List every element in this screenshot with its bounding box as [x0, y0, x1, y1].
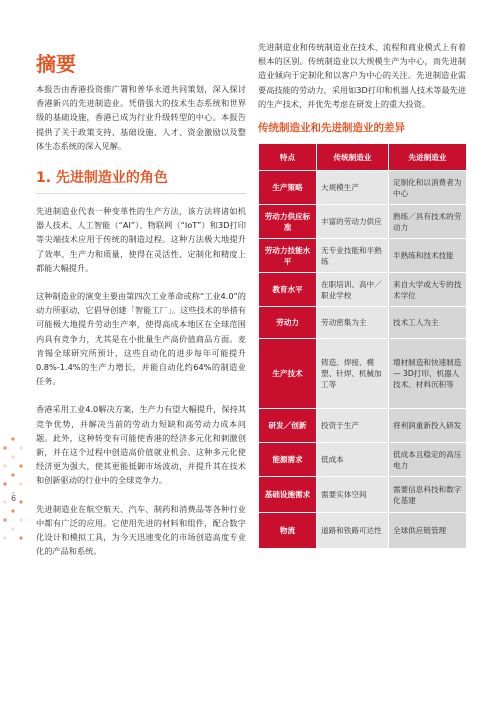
table-row: [259, 273, 467, 307]
row-advanced: 熟练／具有技术的劳动力: [389, 205, 467, 239]
decorative-dot: [3, 446, 6, 449]
comparison-table: [258, 143, 467, 549]
section-title: 1. 先进制造业的角色: [36, 170, 168, 187]
table-row: [259, 409, 467, 443]
summary-title: 摘要: [36, 52, 76, 76]
intro-paragraph: 先进制造业和传统制造业在技术、流程和商业模式上有着根本的区别。传统制造业以大规模生产为中心，而先进制造业倾向于定制化和以客户为中心的关注。先进制造业需要高技能的劳动力，采用如3D打印和机器人技术等最先进的生产技术，并优先考虑在研发上的重大投资。: [258, 42, 467, 109]
decorative-dot: [19, 482, 22, 485]
decorative-dot: [11, 455, 14, 458]
table-title: 传统制造业和先进制造业的差异: [258, 122, 405, 135]
decorative-dot: [11, 473, 14, 476]
row-traditional: 无专业技能和半熟练: [317, 239, 389, 273]
table-row: [259, 513, 467, 549]
row-feature: 研发／创新: [259, 409, 317, 443]
row-feature: 能源需求: [259, 443, 317, 477]
table-row: [259, 205, 467, 239]
row-traditional: 在职培训、高中／职业学校: [317, 273, 389, 307]
row-feature: 基础设施需求: [259, 477, 317, 513]
row-advanced: 技术工人为主: [389, 307, 467, 339]
decorative-dot: [11, 437, 14, 440]
row-advanced: 低成本且稳定的高压电力: [389, 443, 467, 477]
header-advanced: 先进制造业: [389, 144, 467, 171]
row-feature: 生产策略: [259, 171, 317, 205]
row-advanced: 来自大学或大专的技术学位: [389, 273, 467, 307]
row-advanced: 定制化和以消费者为中心: [389, 171, 467, 205]
section-divider: [36, 193, 246, 194]
row-advanced: 需要信息科技和数字化基建: [389, 477, 467, 513]
row-traditional: 丰富的劳动力供应: [317, 205, 389, 239]
row-traditional: 需要实体空间: [317, 477, 389, 513]
right-column: [258, 40, 466, 549]
row-advanced: 增材制造和快速制造 — 3D打印、机器人技术、材料沉积等: [389, 339, 467, 409]
row-traditional: 铸造、焊接、模塑、针焊、机械加工等: [317, 339, 389, 409]
body-paragraph: 这种制造业的演变主要由第四次工业革命或称“工业4.0”的动力所驱动，它倡导创建「智能工厂」。这些技术的举措有可能极大地提升劳动生产率，使得高成本地区在全球范围内具有竞争力，尤其是在小批量生产高价值商品方面。麦肯锡全球研究所预计，这些自动化的进步每年可能提升0.8%-1.4%的生产力增长，并能自动化约64%的制造业任务。: [36, 291, 246, 387]
row-feature: 劳动力技能水平: [259, 239, 317, 273]
row-feature: 教育水平: [259, 273, 317, 307]
header-feature: 特点: [259, 144, 317, 171]
row-traditional: 劳动密集为主: [317, 307, 389, 339]
table-row: [259, 239, 467, 273]
table-header-row: [259, 144, 467, 171]
decorative-dot: [19, 500, 22, 503]
decorative-dot: [3, 482, 6, 485]
decorative-dot: [19, 536, 22, 539]
body-paragraph: 香港采用工业4.0解决方案，生产力有望大幅提升，保持其竞争优势，并解决当前的劳动力短缺和高劳动力成本问题。此外，这种转变有可能使香港的经济多元化和刺激创新，并在这个过程中创造高价值就业机会。这种多元化使经济更为强大，使其更能抵御市场波动，并提升其在技术和创新驱动的行业中的全球竞争力。: [36, 404, 246, 486]
left-column: [36, 52, 246, 558]
row-traditional: 道路和铁路可达性: [317, 513, 389, 549]
decorative-dot: [11, 527, 14, 530]
summary-paragraph: 本报告由香港投资推广署和普华永道共同策划，深入探讨香港新兴的先进制造业。凭借强大的技术生态系统和世界级的基础设施，香港已成为行业升级转型的中心。本报告提供了关于政策支持、基础设施、人才、资金激励以及整体生态系统的深入见解。: [36, 84, 246, 151]
decorative-dot: [3, 500, 6, 503]
row-feature: 劳动力供应标准: [259, 205, 317, 239]
decorative-dot: [19, 446, 22, 449]
decorative-dot: [19, 464, 22, 467]
row-feature: 物流: [259, 513, 317, 549]
row-advanced: 全球供应链管理: [389, 513, 467, 549]
row-traditional: 低成本: [317, 443, 389, 477]
body-paragraph: 先进制造业代表一种变革性的生产方法，该方法将诸如机器人技术、人工智能（“AI”）、物联网（“IoT”）和3D打印等尖端技术应用于传统的制造过程。这种方法极大地提升了效率、生产力和质量，使得在灵活性、定制化和精度上都能大幅提升。: [36, 206, 246, 273]
table-row: [259, 171, 467, 205]
row-traditional: 投资于生产: [317, 409, 389, 443]
decorative-dot: [11, 509, 14, 512]
decorative-dot: [19, 518, 22, 521]
row-feature: 生产技术: [259, 339, 317, 409]
header-traditional: 传统制造业: [317, 144, 389, 171]
decorative-dot: [3, 464, 6, 467]
table-row: [259, 477, 467, 513]
row-advanced: 半熟练和技术技能: [389, 239, 467, 273]
row-feature: 劳动力: [259, 307, 317, 339]
table-row: [259, 339, 467, 409]
table-row: [259, 443, 467, 477]
body-paragraph: 先进制造业在航空航天、汽车、制药和消费品等各种行业中都有广泛的应用。它使用先进的材料和组件，配合数字化设计和模拟工具，为今天迅速变化的市场创造高度专业化的产品和系统。: [36, 503, 246, 557]
row-traditional: 大规模生产: [317, 171, 389, 205]
row-advanced: 将利润重新投入研发: [389, 409, 467, 443]
decorative-dot: [3, 536, 6, 539]
decorative-dot: [3, 518, 6, 521]
table-row: [259, 307, 467, 339]
page-number: 6: [11, 494, 17, 503]
